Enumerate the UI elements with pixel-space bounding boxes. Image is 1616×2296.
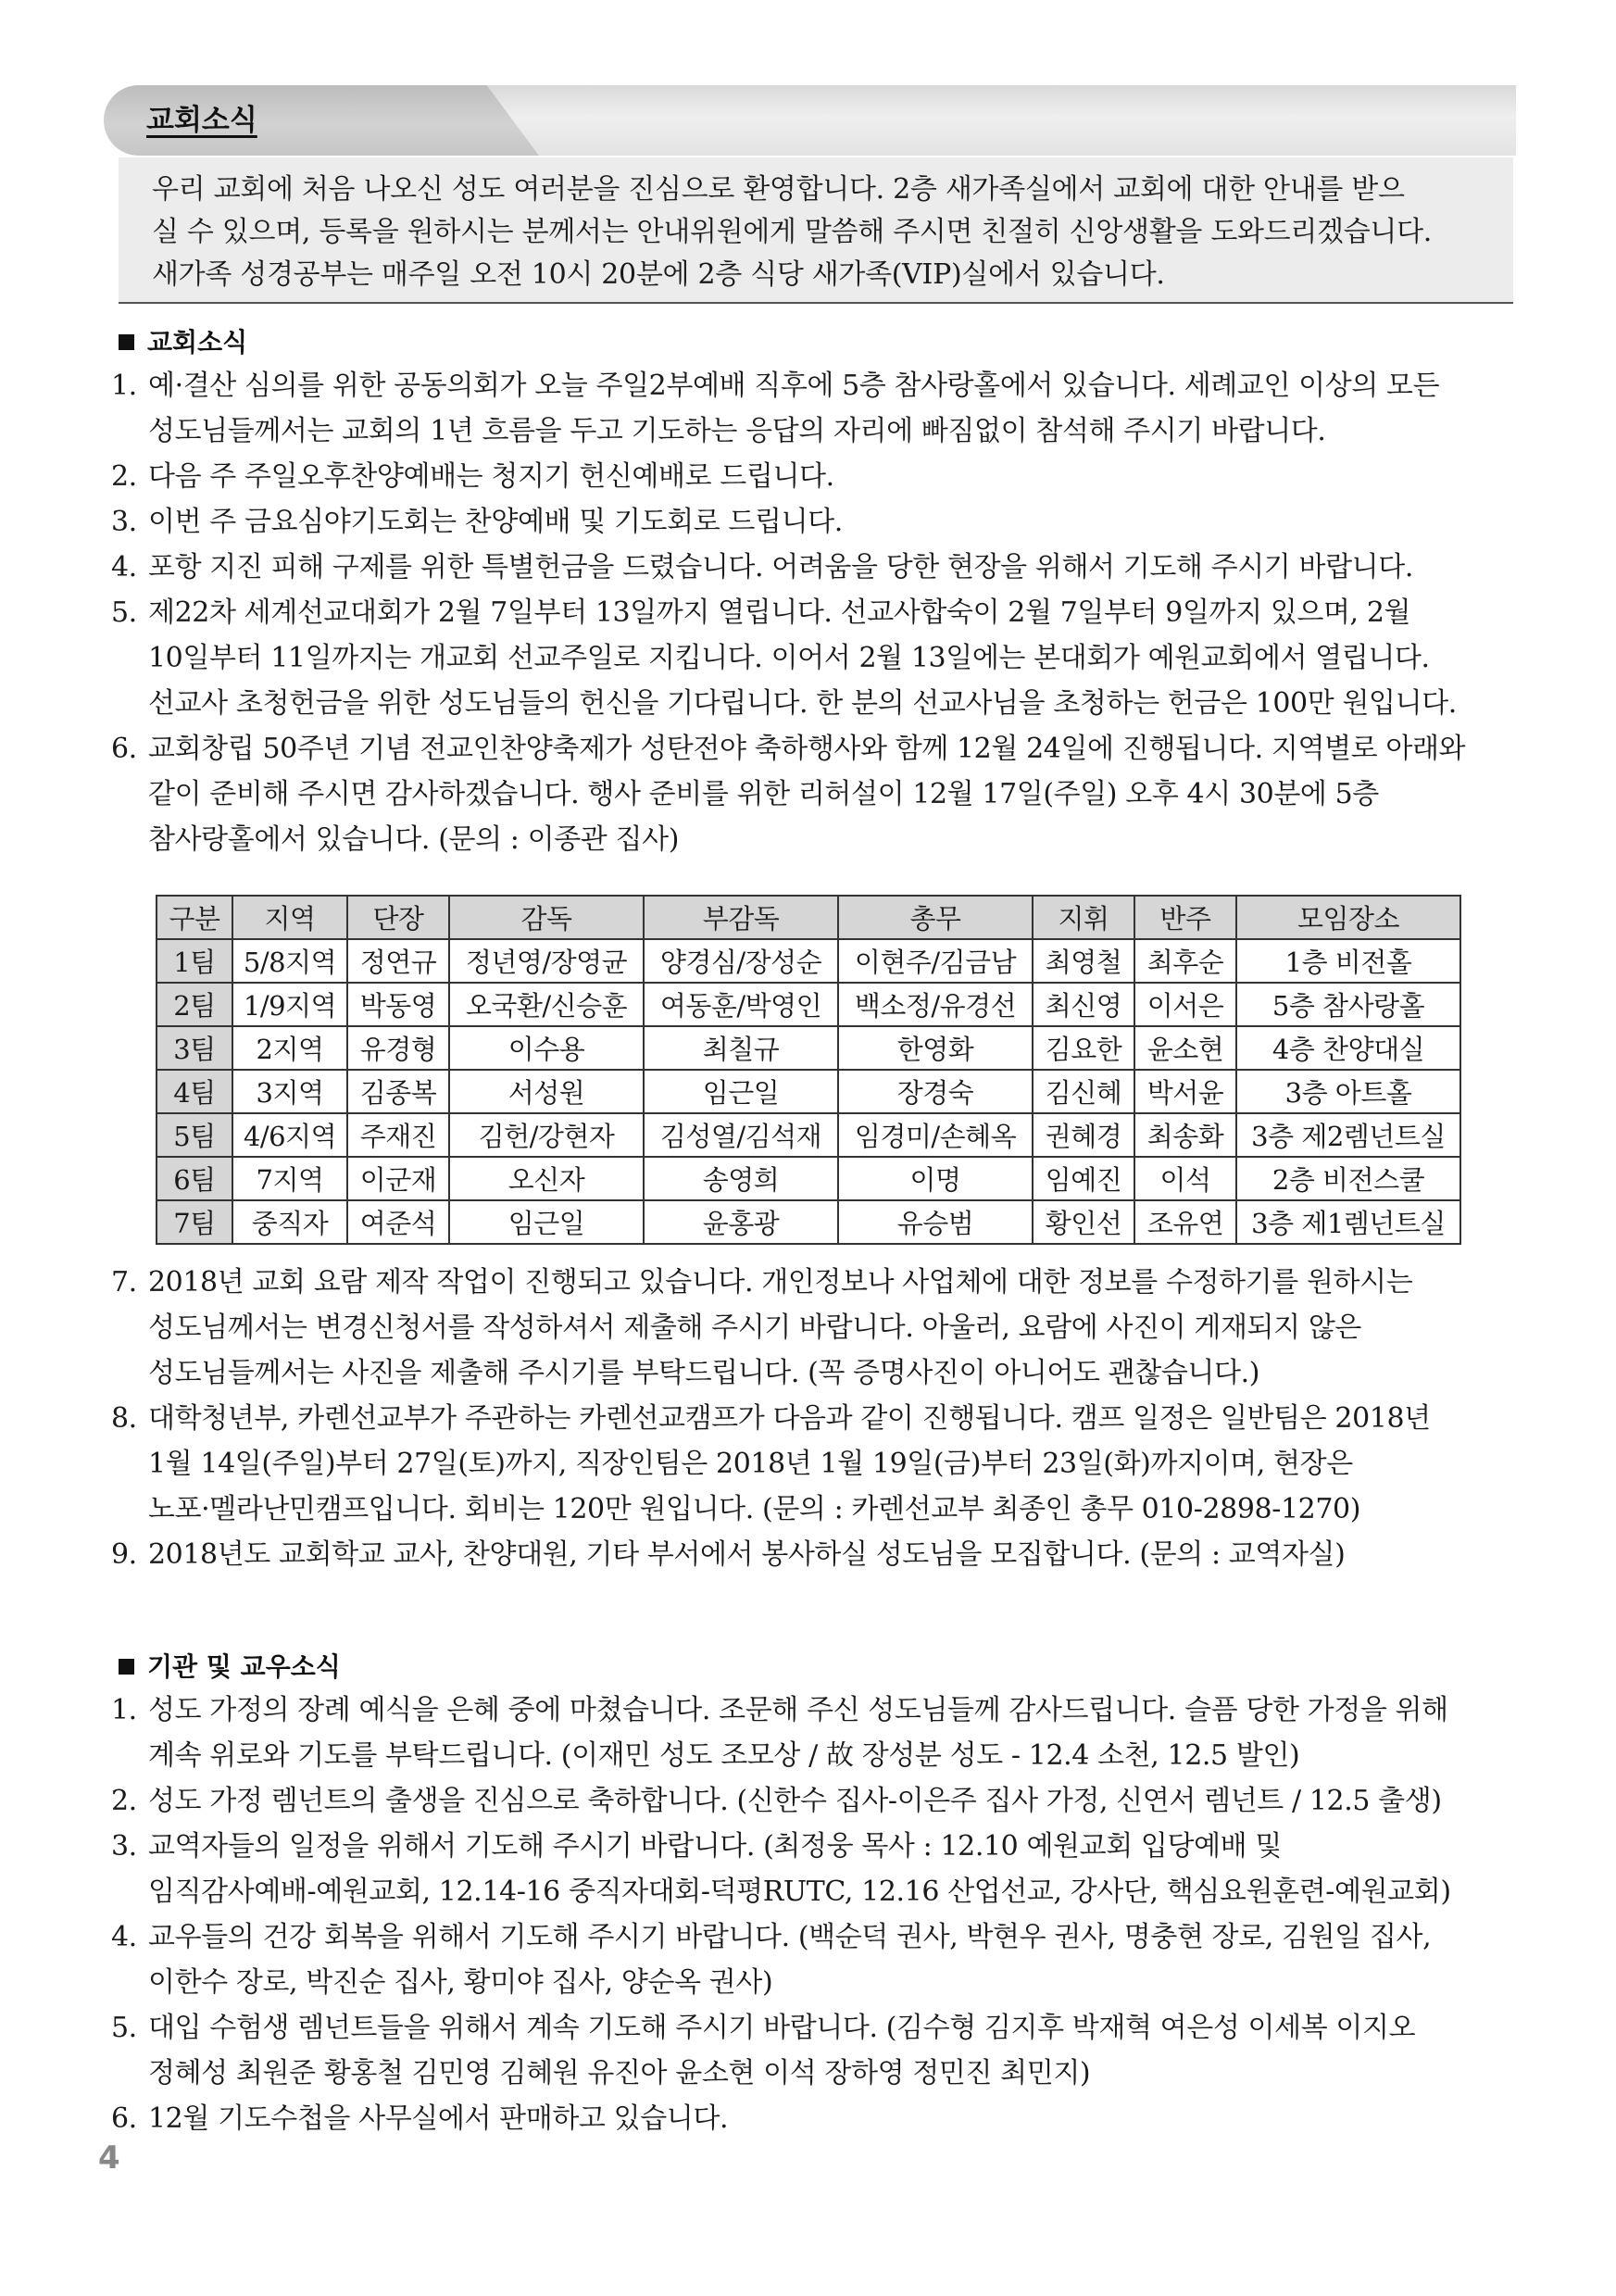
table-cell: 송영희 bbox=[644, 1157, 838, 1200]
list-item bbox=[111, 2096, 1519, 2141]
table-cell: 박동영 bbox=[347, 983, 449, 1026]
welcome-box bbox=[119, 157, 1513, 304]
table-cell: 황인선 bbox=[1033, 1200, 1134, 1244]
table-header-cell: 단장 bbox=[347, 896, 449, 939]
table-cell: 이수용 bbox=[449, 1026, 644, 1070]
table-cell: 한영화 bbox=[838, 1026, 1033, 1070]
table-cell: 5/8지역 bbox=[232, 939, 347, 983]
team-label-cell: 2팀 bbox=[157, 983, 232, 1026]
table-cell: 7지역 bbox=[232, 1157, 347, 1200]
table-cell: 유경형 bbox=[347, 1026, 449, 1070]
item-number: 4. bbox=[111, 1921, 137, 1953]
item-number: 2. bbox=[111, 460, 137, 493]
item-text: 2018년 교회 요람 제작 작업이 진행되고 있습니다. 개인정보나 사업체에 대한 정보를 수정하기를 원하시는 성도님께서는 변경신청서를 작성하셔서 제출해 주시기 바랍니다. 아울러, 요람에 사진이 게재되지 않은 성도님들께서는 사진을 제출해 주시기를 부탁드립니다. (꼭 증명사진이 아니어도 괜찮습니다.) bbox=[148, 1266, 1413, 1389]
item-number: 2. bbox=[111, 1785, 137, 1817]
church-news-list-continued bbox=[111, 1260, 1519, 1577]
table-header-cell: 총무 bbox=[838, 896, 1033, 939]
table-cell: 오국환/신승훈 bbox=[449, 983, 644, 1026]
table-header-cell: 반주 bbox=[1134, 896, 1236, 939]
table-cell: 3지역 bbox=[232, 1070, 347, 1113]
item-number: 5. bbox=[111, 2012, 137, 2044]
table-header-cell: 지휘 bbox=[1033, 896, 1134, 939]
table-cell: 이서은 bbox=[1134, 983, 1236, 1026]
table-cell: 중직자 bbox=[232, 1200, 347, 1244]
team-label-cell: 7팀 bbox=[157, 1200, 232, 1244]
intro-line: 우리 교회에 처음 나오신 성도 여러분을 진심으로 환영합니다. 2층 새가족실에서 교회에 대한 안내를 받으 bbox=[152, 173, 1405, 206]
table-cell: 이명 bbox=[838, 1157, 1033, 1200]
list-item bbox=[111, 1396, 1519, 1532]
list-item bbox=[111, 726, 1519, 862]
table-cell: 김헌/강현자 bbox=[449, 1113, 644, 1157]
team-label-cell: 1팀 bbox=[157, 939, 232, 983]
table-row bbox=[157, 1113, 1460, 1157]
item-number: 3. bbox=[111, 1830, 137, 1863]
item-text: 12월 기도수첩을 사무실에서 판매하고 있습니다. bbox=[148, 2102, 729, 2135]
table-cell: 서성원 bbox=[449, 1070, 644, 1113]
table-cell: 이군재 bbox=[347, 1157, 449, 1200]
item-text: 이번 주 금요심야기도회는 찬양예배 및 기도회로 드립니다. bbox=[148, 506, 843, 538]
intro-line: 실 수 있으며, 등록을 원하시는 분께서는 안내위원에게 말씀해 주시면 친절히 신앙생활을 도와드리겠습니다. bbox=[152, 216, 1432, 248]
square-bullet-icon bbox=[119, 1659, 134, 1675]
table-cell: 주재진 bbox=[347, 1113, 449, 1157]
table-cell: 윤소현 bbox=[1134, 1026, 1236, 1070]
team-label-cell: 5팀 bbox=[157, 1113, 232, 1157]
table-cell: 조유연 bbox=[1134, 1200, 1236, 1244]
team-label-cell: 3팀 bbox=[157, 1026, 232, 1070]
church-news-list bbox=[111, 363, 1519, 862]
team-table bbox=[156, 895, 1461, 1245]
page-number: 4 bbox=[98, 2139, 120, 2177]
table-cell: 5층 참사랑홀 bbox=[1236, 983, 1460, 1026]
table-header-cell: 부감독 bbox=[644, 896, 838, 939]
table-cell: 김요한 bbox=[1033, 1026, 1134, 1070]
list-item bbox=[111, 499, 1519, 545]
table-row bbox=[157, 983, 1460, 1026]
item-text: 2018년도 교회학교 교사, 찬양대원, 기타 부서에서 봉사하실 성도님을 모집합니다. (문의 : 교역자실) bbox=[148, 1538, 1346, 1571]
list-item bbox=[111, 1687, 1519, 1778]
table-cell: 권혜경 bbox=[1033, 1113, 1134, 1157]
item-number: 3. bbox=[111, 506, 137, 538]
table-cell: 여동훈/박영인 bbox=[644, 983, 838, 1026]
item-text: 교역자들의 일정을 위해서 기도해 주시기 바랍니다. (최정웅 목사 : 12.10 예원교회 입당예배 및 임직감사예배-예원교회, 12.14-16 중직자대회-덕평RUTC, 12.16 산업선교, 강사단, 핵심요원훈련-예원교회) bbox=[148, 1830, 1451, 1908]
member-news-list bbox=[111, 1687, 1519, 2141]
table-header-cell: 구분 bbox=[157, 896, 232, 939]
item-text: 대학청년부, 카렌선교부가 주관하는 카렌선교캠프가 다음과 같이 진행됩니다. 캠프 일정은 일반팀은 2018년 1월 14일(주일)부터 27일(토)까지, 직장인팀은 2018년 1월 19일(금)부터 23일(화)까지이며, 현장은 노포·멜라난민캠프입니다. 회비는 120만 원입니다. (문의 : 카렌선교부 최종인 총무 010-2898-1270) bbox=[148, 1402, 1431, 1525]
table-cell: 3층 아트홀 bbox=[1236, 1070, 1460, 1113]
section-heading-label: 기관 및 교우소식 bbox=[147, 1651, 341, 1682]
table-row bbox=[157, 1070, 1460, 1113]
table-cell: 최칠규 bbox=[644, 1026, 838, 1070]
section-heading-church-news bbox=[119, 324, 247, 361]
table-cell: 4/6지역 bbox=[232, 1113, 347, 1157]
item-number: 5. bbox=[111, 596, 137, 629]
item-number: 6. bbox=[111, 2102, 137, 2135]
table-cell: 김성열/김석재 bbox=[644, 1113, 838, 1157]
table-cell: 최신영 bbox=[1033, 983, 1134, 1026]
section-heading-member-news bbox=[119, 1649, 341, 1686]
list-item bbox=[111, 454, 1519, 499]
table-cell: 1/9지역 bbox=[232, 983, 347, 1026]
table-cell: 최송화 bbox=[1134, 1113, 1236, 1157]
list-item bbox=[111, 1914, 1519, 2005]
table-row bbox=[157, 1157, 1460, 1200]
list-item bbox=[111, 1532, 1519, 1577]
table-header-cell: 모임장소 bbox=[1236, 896, 1460, 939]
table-cell: 2지역 bbox=[232, 1026, 347, 1070]
team-label-cell: 4팀 bbox=[157, 1070, 232, 1113]
list-item bbox=[111, 1824, 1519, 1914]
table-cell: 윤홍광 bbox=[644, 1200, 838, 1244]
table-cell: 임예진 bbox=[1033, 1157, 1134, 1200]
list-item bbox=[111, 590, 1519, 726]
table-cell: 박서윤 bbox=[1134, 1070, 1236, 1113]
table-cell: 오신자 bbox=[449, 1157, 644, 1200]
item-text: 다음 주 주일오후찬양예배는 청지기 헌신예배로 드립니다. bbox=[148, 460, 834, 493]
item-text: 성도 가정 렘넌트의 출생을 진심으로 축하합니다. (신한수 집사-이은주 집사 가정, 신연서 렘넌트 / 12.5 출생) bbox=[148, 1785, 1442, 1817]
table-cell: 장경숙 bbox=[838, 1070, 1033, 1113]
table-cell: 김신혜 bbox=[1033, 1070, 1134, 1113]
table-header-cell: 지역 bbox=[232, 896, 347, 939]
team-label-cell: 6팀 bbox=[157, 1157, 232, 1200]
page-title: 교회소식 bbox=[146, 104, 257, 137]
table-cell: 임근일 bbox=[449, 1200, 644, 1244]
square-bullet-icon bbox=[119, 334, 134, 350]
table-cell: 3층 제2렘넌트실 bbox=[1236, 1113, 1460, 1157]
table-row bbox=[157, 1200, 1460, 1244]
item-text: 예·결산 심의를 위한 공동의회가 오늘 주일2부예배 직후에 5층 참사랑홀에서 있습니다. 세례교인 이상의 모든 성도님들께서는 교회의 1년 흐름을 두고 기도하는 응답의 자리에 빠짐없이 참석해 주시기 바랍니다. bbox=[148, 370, 1440, 447]
table-cell: 1층 비전홀 bbox=[1236, 939, 1460, 983]
item-text: 교우들의 건강 회복을 위해서 기도해 주시기 바랍니다. (백순덕 권사, 박현우 권사, 명충현 장로, 김원일 집사, 이한수 장로, 박진순 집사, 황미야 집사, 양순옥 권사) bbox=[148, 1921, 1432, 1999]
table-header-row bbox=[157, 896, 1460, 939]
table-row bbox=[157, 1026, 1460, 1070]
item-text: 제22차 세계선교대회가 2월 7일부터 13일까지 열립니다. 선교사합숙이 2월 7일부터 9일까지 있으며, 2월 10일부터 11일까지는 개교회 선교주일로 지킵니다. 이어서 2월 13일에는 본대회가 예원교회에서 열립니다. 선교사 초청헌금을 위한 성도님들의 헌신을 기다립니다. 한 분의 선교사님을 초청하는 헌금은 100만 원입니다. bbox=[148, 596, 1457, 720]
list-item bbox=[111, 2005, 1519, 2096]
table-cell: 유승범 bbox=[838, 1200, 1033, 1244]
table-cell: 3층 제1렘넌트실 bbox=[1236, 1200, 1460, 1244]
list-item bbox=[111, 1260, 1519, 1396]
table-cell: 최영철 bbox=[1033, 939, 1134, 983]
item-text: 대입 수험생 렘넌트들을 위해서 계속 기도해 주시기 바랍니다. (김수형 김지후 박재혁 여은성 이세복 이지오 정혜성 최원준 황홍철 김민영 김혜원 유진아 윤소현 이석 장하영 정민진 최민지) bbox=[148, 2012, 1416, 2089]
table-cell: 정년영/장영균 bbox=[449, 939, 644, 983]
item-number: 1. bbox=[111, 370, 137, 402]
item-number: 6. bbox=[111, 733, 137, 765]
table-cell: 이현주/김금남 bbox=[838, 939, 1033, 983]
table-cell: 양경심/장성순 bbox=[644, 939, 838, 983]
list-item bbox=[111, 1778, 1519, 1824]
list-item bbox=[111, 363, 1519, 454]
table-cell: 임근일 bbox=[644, 1070, 838, 1113]
table-cell: 정연규 bbox=[347, 939, 449, 983]
table-cell: 2층 비전스쿨 bbox=[1236, 1157, 1460, 1200]
item-number: 7. bbox=[111, 1266, 137, 1299]
table-cell: 임경미/손혜옥 bbox=[838, 1113, 1033, 1157]
table-header-cell: 감독 bbox=[449, 896, 644, 939]
table-cell: 여준석 bbox=[347, 1200, 449, 1244]
table-cell: 이석 bbox=[1134, 1157, 1236, 1200]
item-text: 성도 가정의 장례 예식을 은혜 중에 마쳤습니다. 조문해 주신 성도님들께 감사드립니다. 슬픔 당한 가정을 위해 계속 위로와 기도를 부탁드립니다. (이재민 성도 조모상 / 故 장성분 성도 - 12.4 소천, 12.5 발인) bbox=[148, 1694, 1448, 1772]
table-row bbox=[157, 939, 1460, 983]
item-number: 8. bbox=[111, 1402, 137, 1435]
table-cell: 4층 찬양대실 bbox=[1236, 1026, 1460, 1070]
item-number: 4. bbox=[111, 551, 137, 583]
table-cell: 최후순 bbox=[1134, 939, 1236, 983]
section-heading-label: 교회소식 bbox=[147, 327, 248, 358]
list-item bbox=[111, 545, 1519, 590]
item-text: 포항 지진 피해 구제를 위한 특별헌금을 드렸습니다. 어려움을 당한 현장을 위해서 기도해 주시기 바랍니다. bbox=[148, 551, 1413, 583]
item-number: 9. bbox=[111, 1538, 137, 1571]
intro-line: 새가족 성경공부는 매주일 오전 10시 20분에 2층 식당 새가족(VIP)실에서 있습니다. bbox=[152, 258, 1165, 291]
table-cell: 백소정/유경선 bbox=[838, 983, 1033, 1026]
item-number: 1. bbox=[111, 1694, 137, 1726]
table-cell: 김종복 bbox=[347, 1070, 449, 1113]
item-text: 교회창립 50주년 기념 전교인찬양축제가 성탄전야 축하행사와 함께 12월 24일에 진행됩니다. 지역별로 아래와 같이 준비해 주시면 감사하겠습니다. 행사 준비를 위한 리허설이 12월 17일(주일) 오후 4시 30분에 5층 참사랑홀에서 있습니다. (문의 : 이종관 집사) bbox=[148, 733, 1466, 856]
